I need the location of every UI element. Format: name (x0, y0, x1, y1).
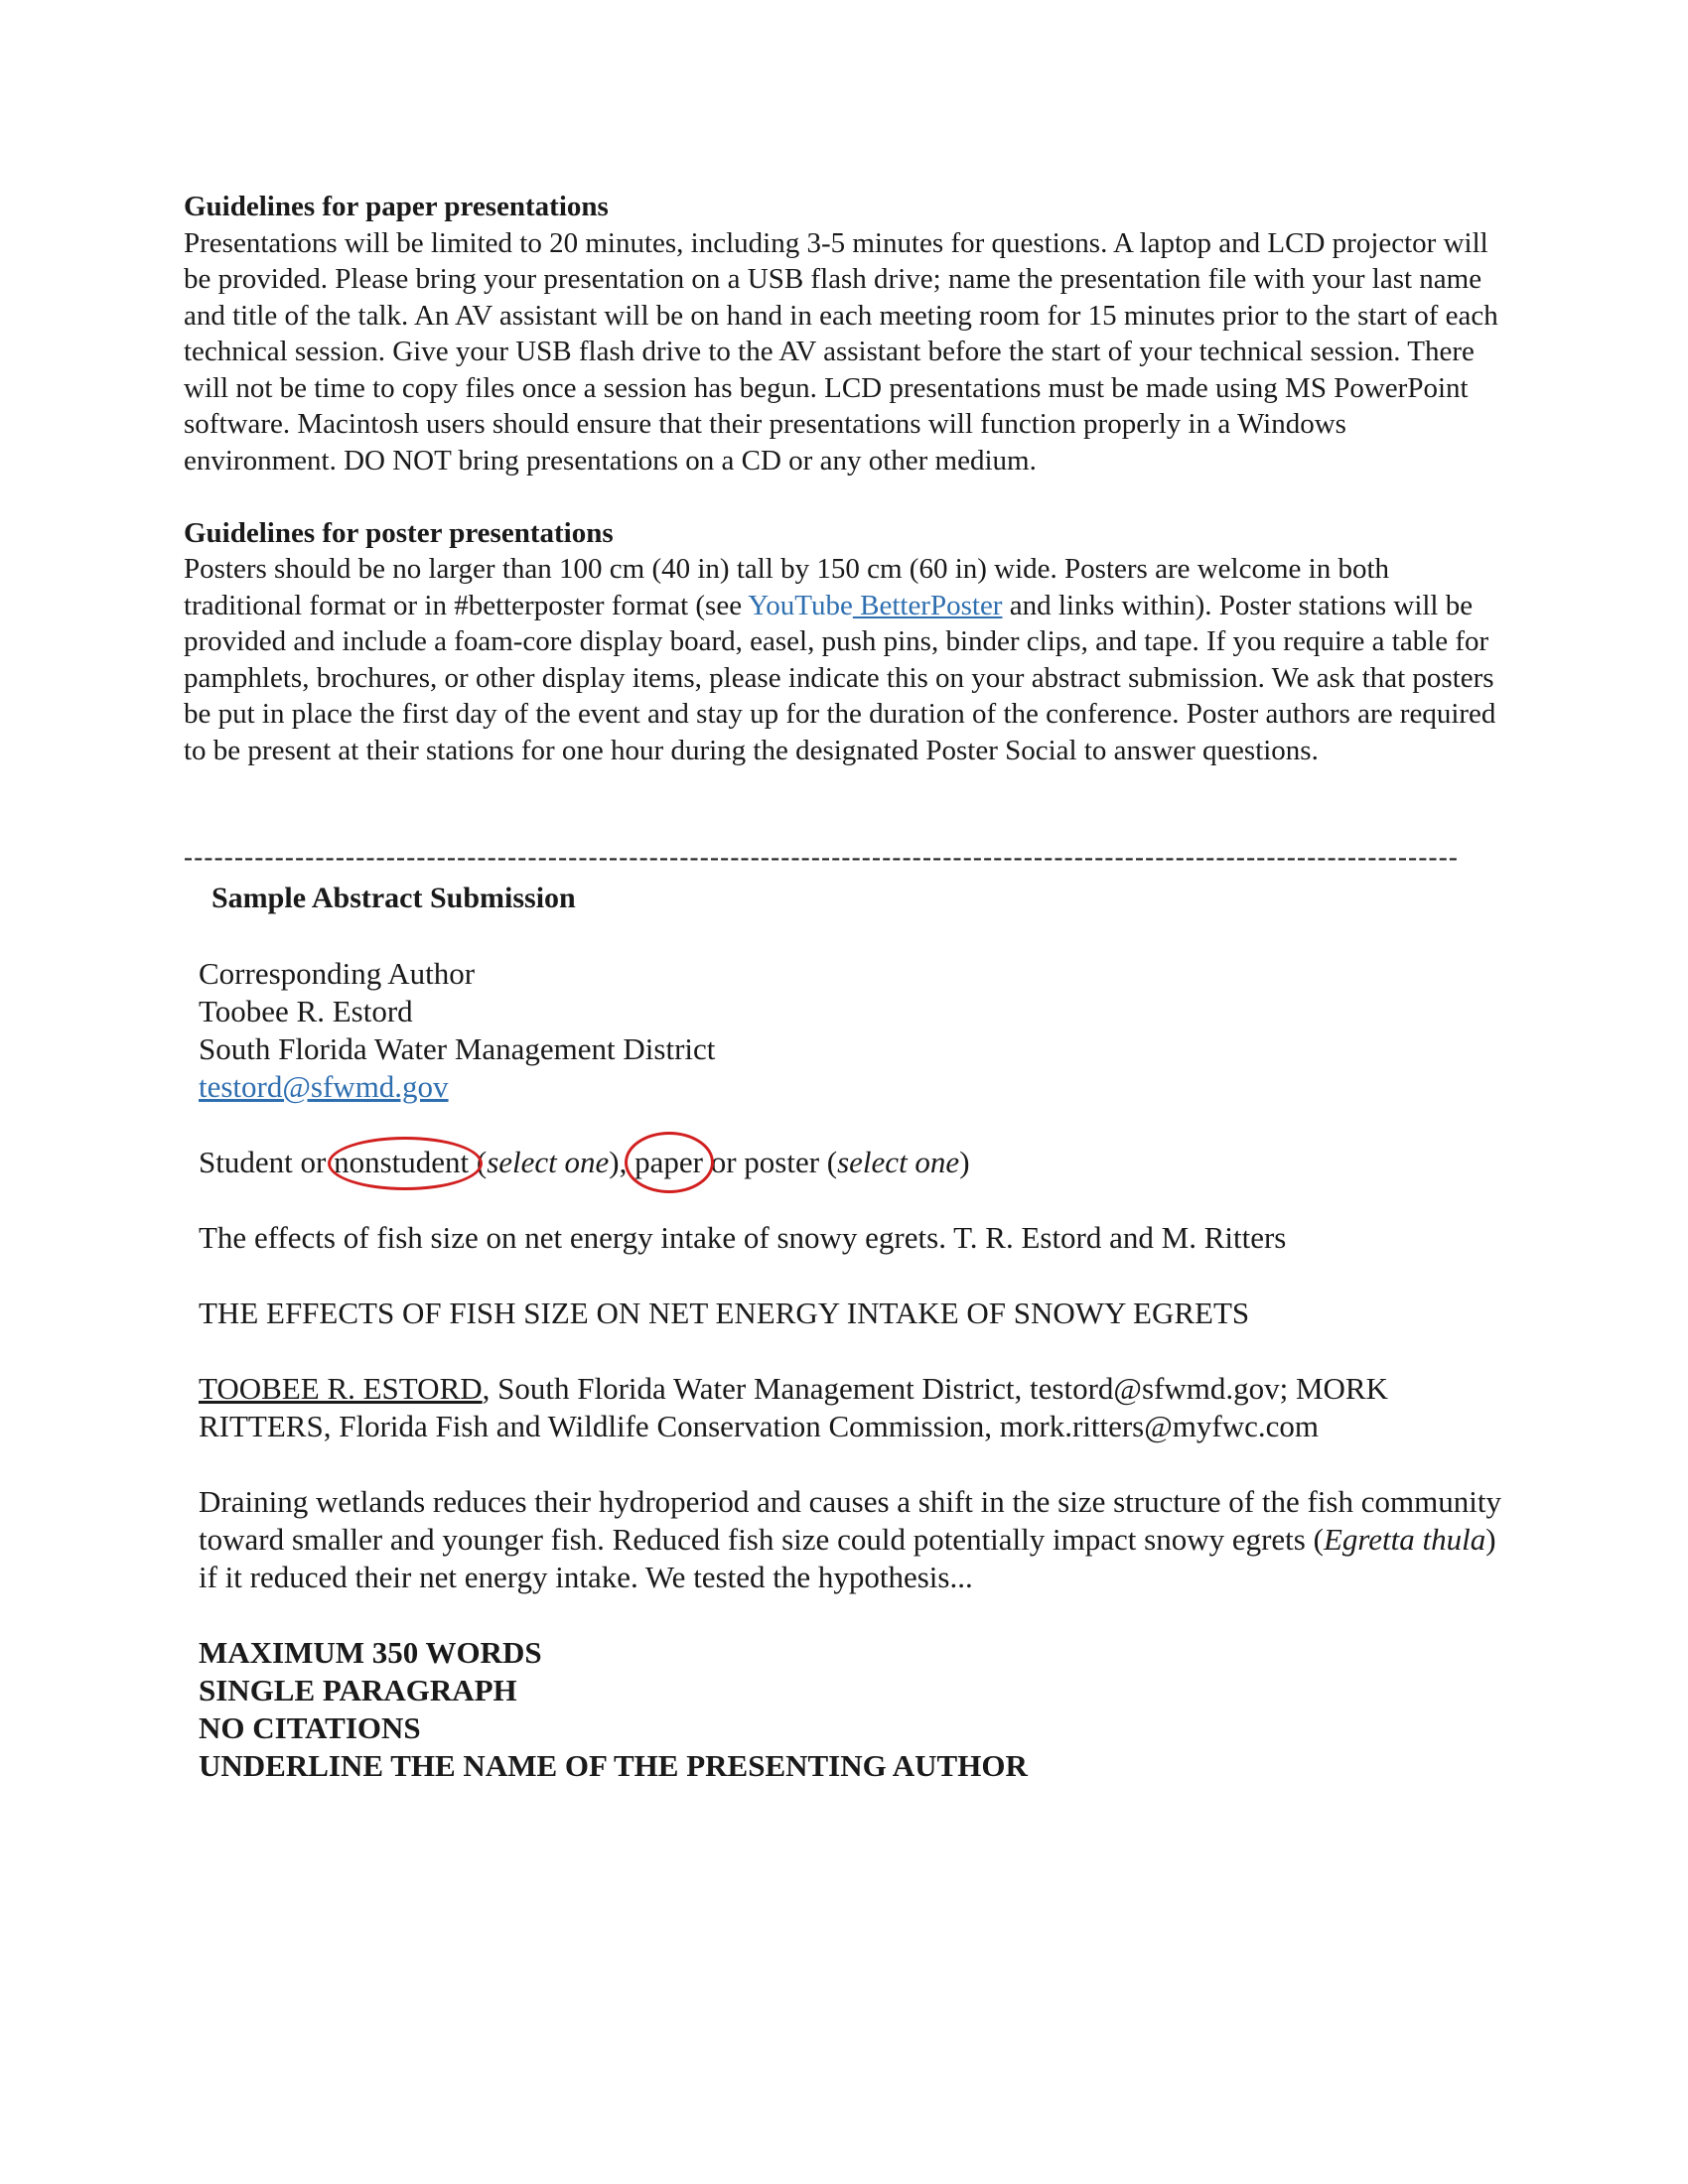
paper-guidelines-body: Presentations will be limited to 20 minutes, including 3-5 minutes for questions. A laptop and LCD projector will be provided. Please bring your presentation on a USB flash drive; name the presentation file with your last name and title of the talk. An AV assistant will be on hand in each meeting room for 15 minutes prior to the start of each technical session. Give your USB flash drive to the AV assistant before the start of your technical session. There will not be time to copy files once a session has begun. LCD presentations must be made using MS PowerPoint software. Macintosh users should ensure that their presentations will function properly in a Windows environment. DO NOT bring presentations on a CD or any other medium. (184, 226, 1498, 477)
sample-abstract-title: Sample Abstract Submission (211, 882, 576, 914)
section-divider: ------------------------------------------------------------------------------------------------------------------------------ (184, 842, 1460, 872)
requirement-item: NO CITATIONS (199, 1710, 421, 1745)
requirement-item: MAXIMUM 350 WORDS (199, 1635, 542, 1670)
link-text-betterposter: BetterPoster (852, 589, 1003, 621)
requirement-item: SINGLE PARAGRAPH (199, 1673, 517, 1707)
abstract-body: Draining wetlands reduces their hydroperiod and causes a shift in the size structure of the fish community toward smaller and younger fish. Reduced fish size could potentially impact snowy egrets (Egretta thula) if it reduced their net energy intake. We tested the hypothesis... (199, 1484, 1501, 1594)
abstract-title-caps: THE EFFECTS OF FISH SIZE ON NET ENERGY INTAKE OF SNOWY EGRETS (199, 1296, 1250, 1330)
poster-guidelines-heading: Guidelines for poster presentations (184, 516, 614, 549)
link-text-youtube: YouTube (748, 589, 853, 621)
guidelines-section (184, 189, 1504, 768)
paper-guidelines-heading: Guidelines for paper presentations (184, 191, 609, 222)
author-affiliations (199, 1370, 1519, 1445)
poster-option: or poster ( (702, 1145, 838, 1179)
sample-abstract (199, 955, 1519, 1785)
nonstudent-circled-option: nonstudent (334, 1144, 469, 1181)
requirement-item: UNDERLINE THE NAME OF THE PRESENTING AUTHOR (199, 1748, 1028, 1783)
corresponding-author-label: Corresponding Author (199, 956, 476, 991)
presenting-author-name: TOOBEE R. ESTORD (199, 1371, 483, 1406)
citation-line: The effects of fish size on net energy intake of snowy egrets. T. R. Estord and M. Ritters (199, 1220, 1287, 1255)
author-affiliations-text: , South Florida Water Management District, testord@sfwmd.gov; MORK RITTERS, Florida Fish and Wildlife Conservation Commission, mork.ritters@myfwc.com (199, 1371, 1388, 1443)
paper-circled-option: paper (634, 1144, 703, 1181)
youtube-betterposter-link[interactable] (748, 590, 1002, 621)
student-option: Student or (199, 1145, 335, 1179)
poster-guidelines-body (184, 551, 1504, 768)
species-name: Egretta thula (1323, 1522, 1486, 1557)
poster-body-text-1: Posters should be no larger than 100 cm (40 in) tall by 150 cm (60 in) wide. Posters are welcome in both traditional format or in #betterposter format (see (184, 553, 1390, 621)
select-line: Student or nonstudent (select one), paper or poster (select one) (199, 1144, 1519, 1181)
author-organization: South Florida Water Management District (199, 1031, 716, 1066)
select-one-hint: select one (837, 1145, 960, 1179)
author-name: Toobee R. Estord (199, 994, 413, 1028)
select-one-hint: select one (487, 1145, 610, 1179)
poster-body-text-2: and links within). Poster stations will be provided and include a foam-core display board, easel, push pins, binder clips, and tape. If you require a table for pamphlets, brochures, or other display items, please indicate this on your abstract submission. We ask that posters be put in place the first day of the event and stay up for the duration of the conference. Poster authors are required to be present at their stations for one hour during the designated Poster Social to answer questions. (184, 589, 1496, 766)
requirements-list (199, 1634, 1519, 1785)
author-email-link[interactable]: testord@sfwmd.gov (199, 1069, 449, 1104)
